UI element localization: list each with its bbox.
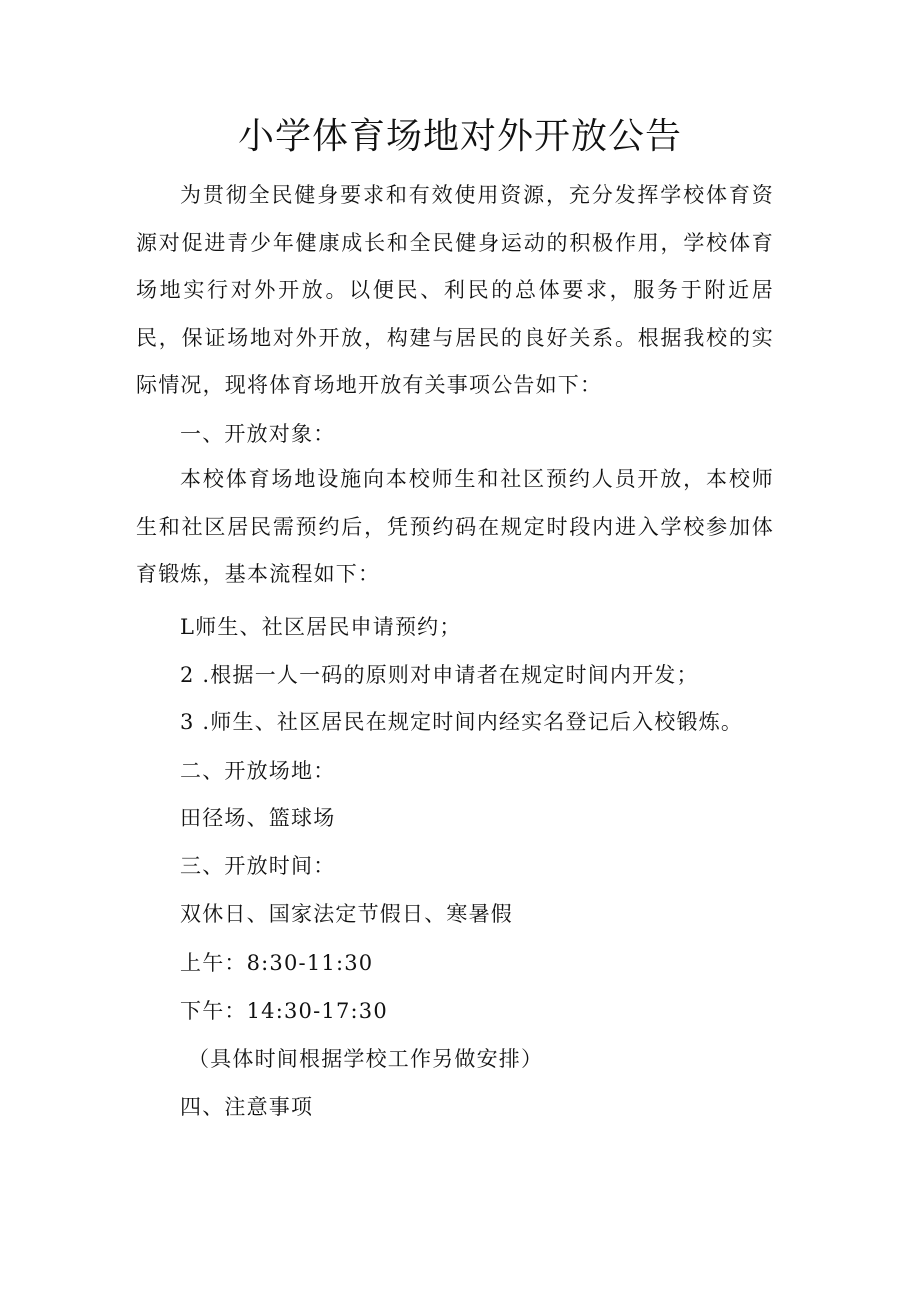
afternoon-hours: 下午：14:30-17:30 [180, 999, 388, 1023]
schedule-note: （具体时间根据学校工作另做安排） [188, 1047, 544, 1071]
step-1: L师生、社区居民申请预约； [180, 615, 462, 639]
section-2-heading: 二、开放场地： [180, 759, 336, 783]
section-1-heading: 一、开放对象： [180, 422, 336, 446]
morning-hours: 上午：8:30-11:30 [180, 951, 374, 975]
step-2: 2 .根据一人一码的原则对申请者在规定时间内开发； [180, 663, 699, 687]
section-1-body: 本校体育场地设施向本校师生和社区预约人员开放，本校师生和社区居民需预约后，凭预约码在规定时段内进入学校参加体育锻炼，基本流程如下： [136, 467, 774, 587]
section-3-heading: 三、开放时间： [180, 854, 336, 878]
section-2-body: 田径场、篮球场 [180, 806, 336, 830]
intro-paragraph: 为贯彻全民健身要求和有效使用资源，充分发挥学校体育资源对促进青少年健康成长和全民健身运动的积极作用，学校体育场地实行对外开放。以便民、利民的总体要求，服务于附近居民，保证场地对外开放，构建与居民的良好关系。根据我校的实际情况，现将体育场地开放有关事项公告如下： [136, 183, 774, 398]
step-3: 3 .师生、社区居民在规定时间内经实名登记后入校锻炼。 [180, 710, 744, 734]
section-4-heading: 四、注意事项 [180, 1095, 314, 1119]
document-title: 小学体育场地对外开放公告 [237, 116, 682, 157]
section-3-days: 双休日、国家法定节假日、寒暑假 [180, 902, 513, 926]
